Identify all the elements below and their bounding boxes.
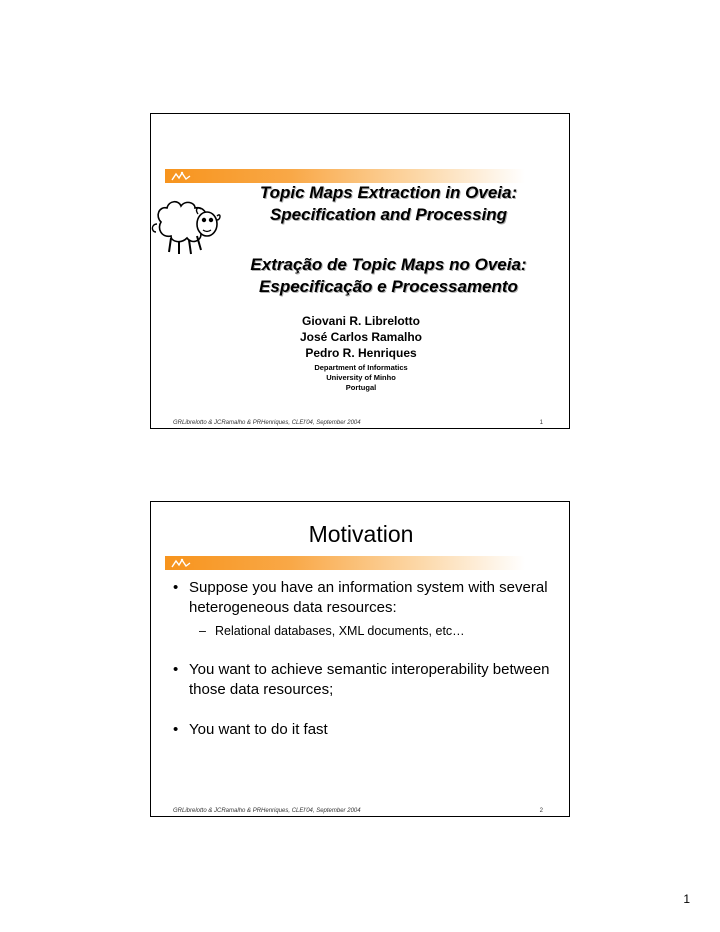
- orange-header-bar: [165, 556, 525, 570]
- affiliation-line: University of Minho: [326, 373, 396, 382]
- bullet-item: [173, 720, 553, 740]
- bullet-item: [173, 578, 553, 618]
- university-logo-icon: [170, 557, 192, 569]
- title-english: [221, 182, 556, 226]
- bullet-dot-icon: •: [173, 721, 179, 738]
- slide-2: [150, 501, 570, 817]
- sub-bullet-item: [173, 622, 553, 640]
- affiliation: [251, 363, 471, 393]
- title-line: Specification and Processing: [269, 205, 508, 224]
- slide-number: 1: [539, 420, 543, 426]
- author-name: José Carlos Ramalho: [299, 330, 423, 344]
- title-line: Topic Maps Extraction in Oveia:: [259, 183, 518, 202]
- author-name: Giovani R. Librelotto: [301, 314, 420, 328]
- title-portuguese: [221, 254, 556, 298]
- bullet-list: [173, 578, 553, 740]
- slide-footer: GRLibrelotto & JCRamalho & PRHenriques, CLEI'04, September 2004: [173, 808, 361, 814]
- affiliation-line: Department of Informatics: [314, 363, 408, 372]
- bullet-dot-icon: •: [173, 579, 179, 596]
- sub-bullet-text: Relational databases, XML documents, etc…: [215, 624, 465, 638]
- slide-1: [150, 113, 570, 429]
- bullet-text: You want to do it fast: [189, 721, 328, 738]
- bullet-dot-icon: •: [173, 661, 179, 678]
- affiliation-line: Portugal: [345, 383, 377, 392]
- sheep-mascot-icon: [151, 194, 223, 260]
- bullet-text: You want to achieve semantic interoperability between those data resources;: [189, 661, 550, 698]
- bullet-item: [173, 660, 553, 700]
- page-number: 1: [683, 892, 690, 906]
- author-list: [251, 313, 471, 361]
- slide-number: 2: [539, 808, 543, 814]
- bullet-text: Suppose you have an information system with several heterogeneous data resources:: [189, 579, 548, 616]
- orange-header-bar: [165, 169, 525, 183]
- university-logo-icon: [170, 170, 192, 182]
- title-line: Extração de Topic Maps no Oveia:: [250, 255, 527, 274]
- title-line: Especificação e Processamento: [259, 277, 518, 296]
- dash-icon: –: [199, 624, 206, 638]
- slide-footer: GRLibrelotto & JCRamalho & PRHenriques, CLEI'04, September 2004: [173, 420, 361, 426]
- slide-title: Motivation: [308, 521, 414, 547]
- author-name: Pedro R. Henriques: [305, 346, 417, 360]
